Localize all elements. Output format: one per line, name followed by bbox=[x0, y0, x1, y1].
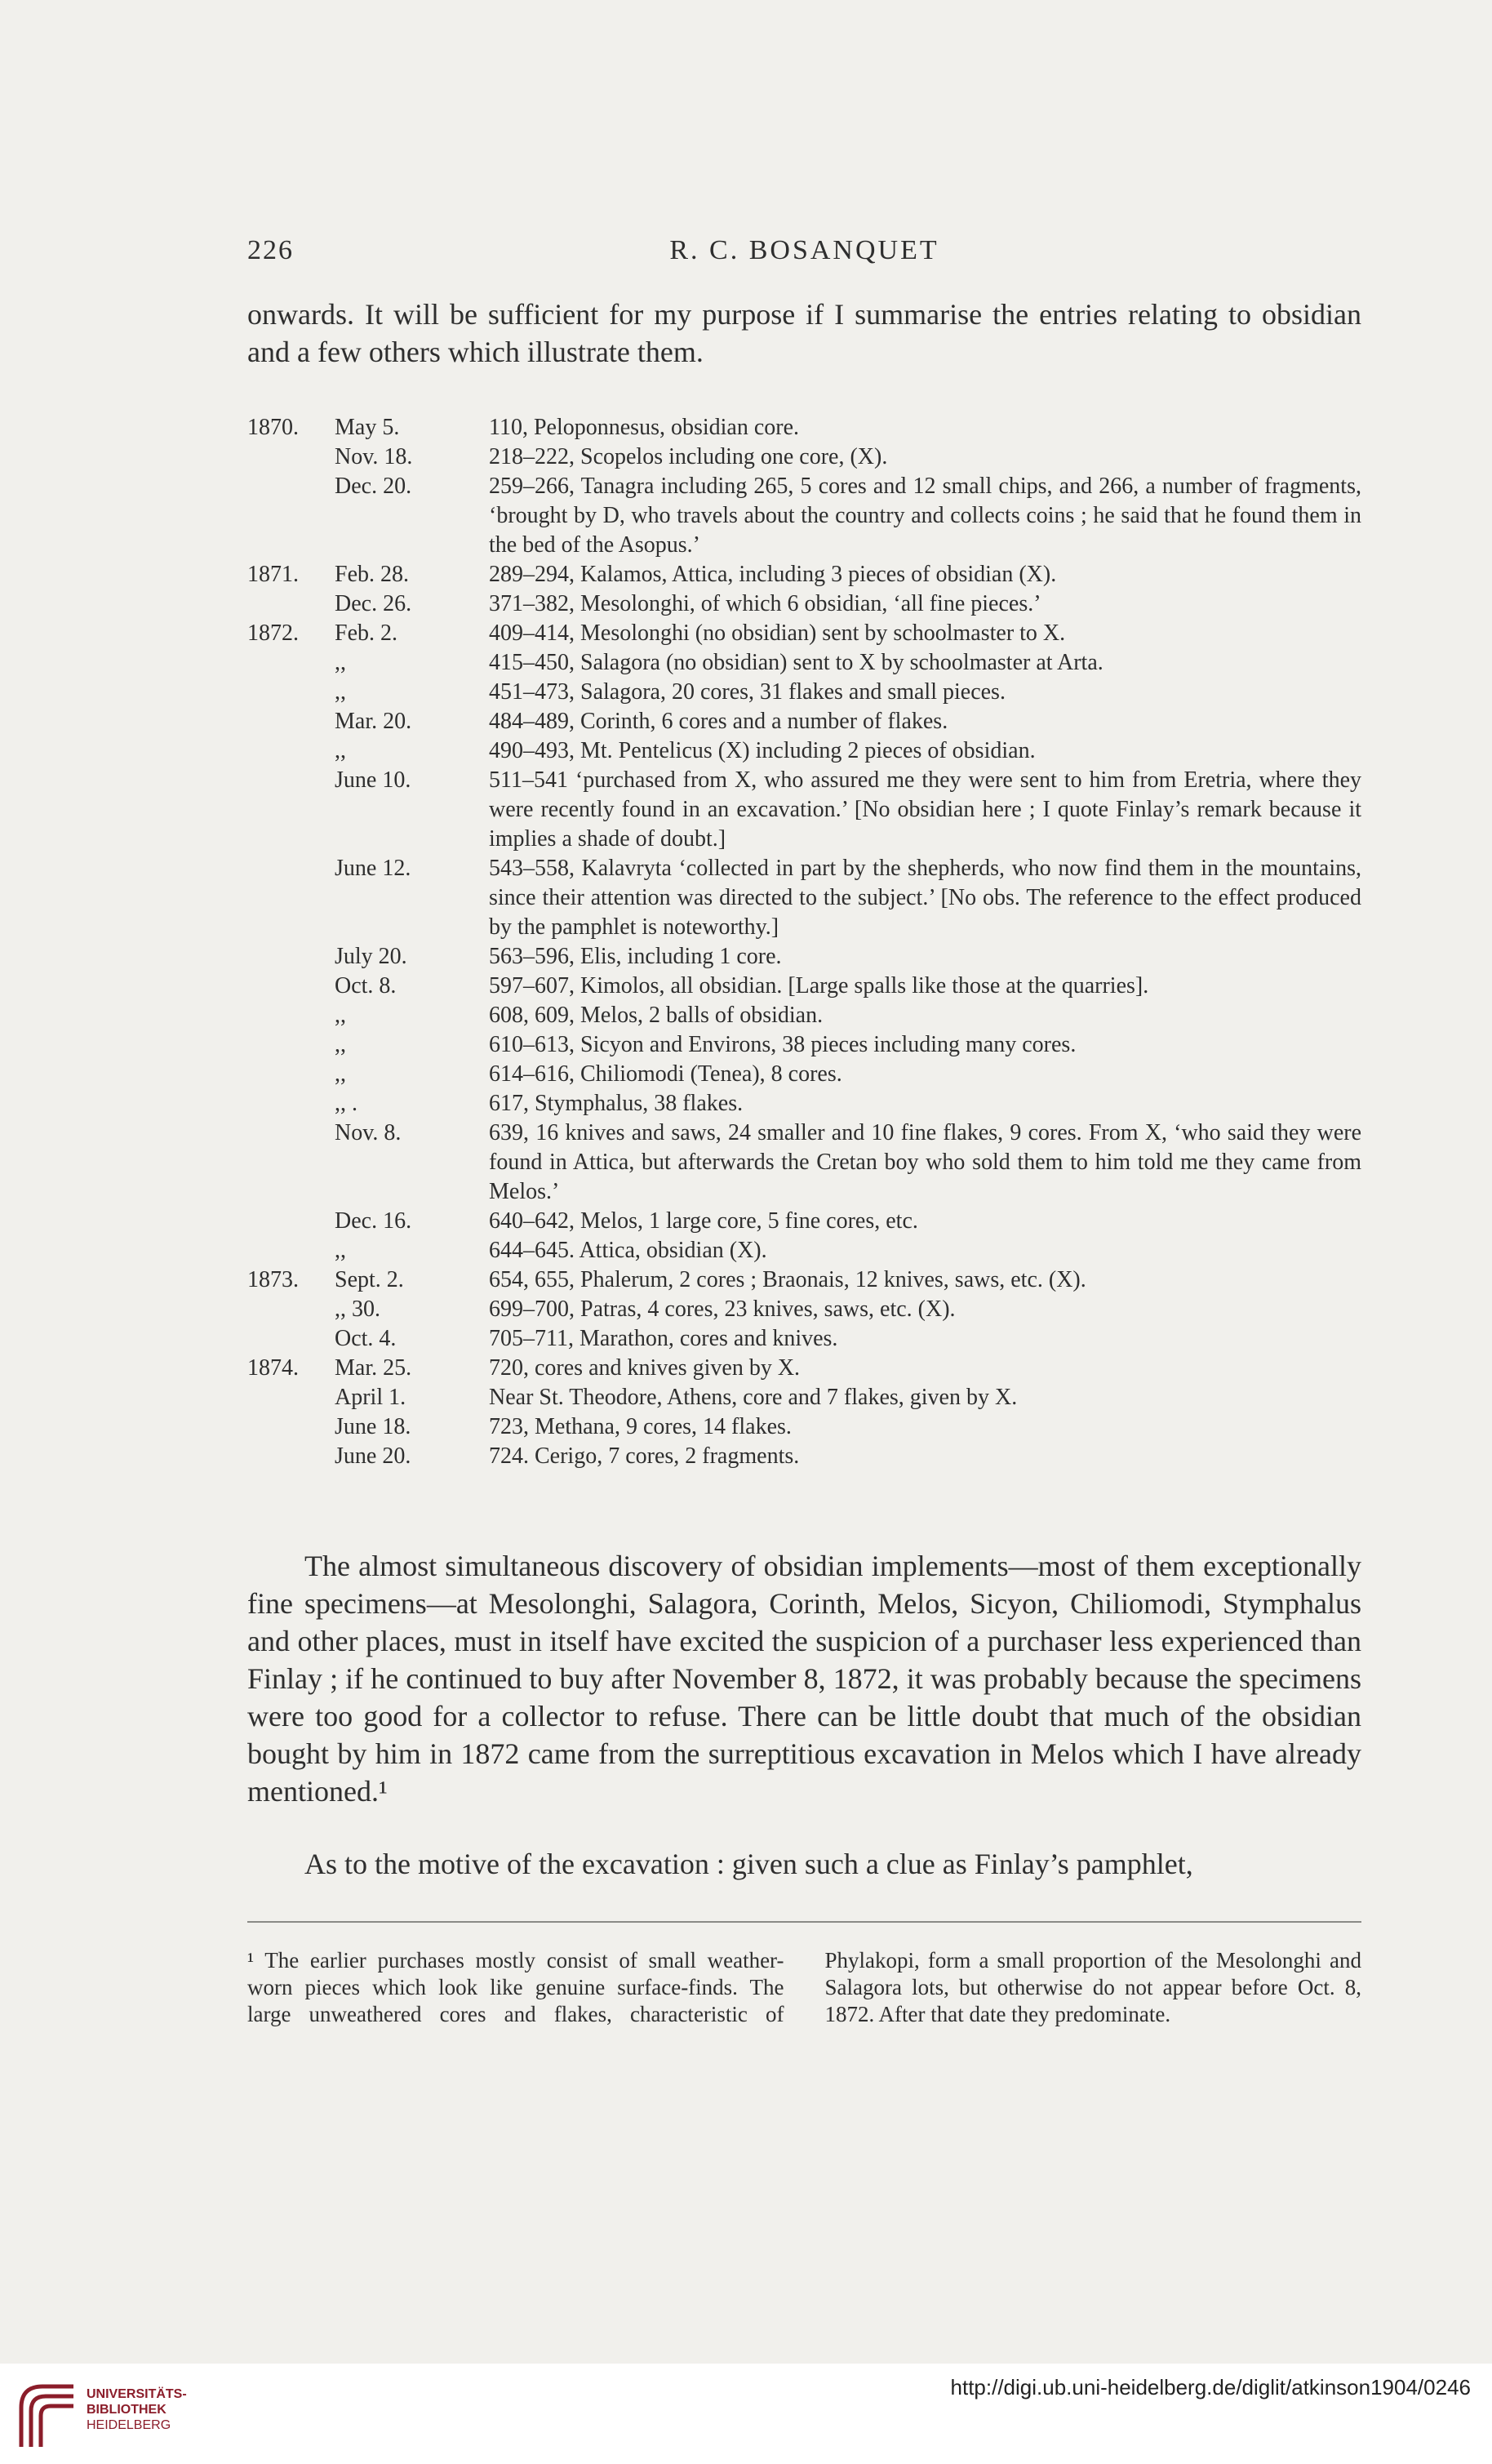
entry-row bbox=[247, 648, 1361, 678]
entry-date: ,, bbox=[335, 679, 346, 705]
entry-date: July 20. bbox=[335, 944, 407, 969]
entry-text: 484–489, Corinth, 6 cores and a number of flakes. bbox=[489, 709, 948, 734]
entry-row bbox=[247, 413, 1361, 443]
entry-row bbox=[247, 1060, 1361, 1089]
entry-text: 720, cores and knives given by X. bbox=[489, 1355, 801, 1381]
entry-row bbox=[247, 1265, 1361, 1295]
entry-date: Dec. 20. bbox=[335, 474, 412, 499]
entry-date: Mar. 25. bbox=[335, 1355, 412, 1381]
page-number: 226 bbox=[247, 235, 294, 265]
entry-date: ,, 30. bbox=[335, 1296, 380, 1322]
entry-date: Sept. 2. bbox=[335, 1267, 404, 1292]
entry-row bbox=[247, 942, 1361, 972]
entry-date: Nov. 8. bbox=[335, 1120, 402, 1145]
entry-row bbox=[247, 972, 1361, 1001]
entry-date: ,, bbox=[335, 738, 346, 763]
entry-row bbox=[247, 678, 1361, 707]
entry-date: Dec. 26. bbox=[335, 591, 412, 616]
entry-row bbox=[247, 707, 1361, 736]
entry-text: 451–473, Salagora, 20 cores, 31 flakes and small pieces. bbox=[489, 679, 1006, 705]
entry-text: 699–700, Patras, 4 cores, 23 knives, saws, etc. (X). bbox=[489, 1296, 956, 1322]
entry-text: 614–616, Chiliomodi (Tenea), 8 cores. bbox=[489, 1061, 842, 1087]
entry-row bbox=[247, 1354, 1361, 1383]
entry-row bbox=[247, 1089, 1361, 1119]
page-header bbox=[247, 235, 1361, 274]
entry-row bbox=[247, 1236, 1361, 1265]
entry-row bbox=[247, 560, 1361, 589]
library-footer bbox=[0, 2364, 1492, 2464]
entry-text: 563–596, Elis, including 1 core. bbox=[489, 944, 782, 969]
entry-date: June 10. bbox=[335, 767, 411, 793]
entry-row bbox=[247, 736, 1361, 766]
entry-text: 724. Cerigo, 7 cores, 2 fragments. bbox=[489, 1443, 800, 1469]
intro-paragraph: onwards. It will be sufficient for my purpose if I summarise the entries relating to obsidian and a few others which illustrate them. bbox=[247, 298, 1361, 368]
entry-date: ,, bbox=[335, 650, 346, 675]
entry-year: 1870. bbox=[247, 415, 299, 440]
entry-date: May 5. bbox=[335, 415, 400, 440]
entry-date: June 20. bbox=[335, 1443, 411, 1469]
entry-text: 639, 16 knives and saws, 24 smaller and 10 fine flakes, 9 cores. From X, ‘who said they were found in Attica, but afterwards the Cretan boy who sold them to him told me they came from Melos.’ bbox=[489, 1120, 1361, 1204]
entry-text: 723, Methana, 9 cores, 14 flakes. bbox=[489, 1414, 792, 1439]
entry-text: 610–613, Sicyon and Environs, 38 pieces including many cores. bbox=[489, 1032, 1077, 1057]
body-paragraph-1: The almost simultaneous discovery of obsidian implements—most of them exceptionally fine specimens—at Mesolonghi, Salagora, Corinth, Melos, Sicyon, Chiliomodi, Stymphalus and other places, must in itself have excited the suspicion of a purchaser less experienced than Finlay ; if he continued to buy after November 8, 1872, it was probably because the specimens were too good for a collector to refuse. There can be little doubt that much of the obsidian bought by him in 1872 came from the surreptitious excavation in Melos which I have already mentioned.¹ bbox=[247, 1550, 1361, 1808]
entry-row bbox=[247, 1442, 1361, 1471]
entry-row bbox=[247, 766, 1361, 854]
entry-row bbox=[247, 854, 1361, 942]
entry-year: 1871. bbox=[247, 562, 299, 587]
entries-list bbox=[247, 413, 1361, 1471]
entry-row bbox=[247, 1119, 1361, 1207]
entry-text: Near St. Theodore, Athens, core and 7 flakes, given by X. bbox=[489, 1385, 1018, 1410]
body-paragraph-2: As to the motive of the excavation : given such a clue as Finlay’s pamphlet, bbox=[304, 1848, 1193, 1880]
entry-row bbox=[247, 1324, 1361, 1354]
entry-text: 110, Peloponnesus, obsidian core. bbox=[489, 415, 800, 440]
footnote-rule bbox=[247, 1921, 1361, 1923]
entry-row bbox=[247, 1207, 1361, 1236]
entry-date: Mar. 20. bbox=[335, 709, 412, 734]
entry-date: ,, . bbox=[335, 1091, 357, 1116]
entry-year: 1872. bbox=[247, 620, 299, 646]
entry-date: ,, bbox=[335, 1003, 346, 1028]
entry-date: April 1. bbox=[335, 1385, 406, 1410]
entry-text: 409–414, Mesolonghi (no obsidian) sent by schoolmaster to X. bbox=[489, 620, 1066, 646]
entry-text: 608, 609, Melos, 2 balls of obsidian. bbox=[489, 1003, 824, 1028]
entry-date: June 18. bbox=[335, 1414, 411, 1439]
entry-row bbox=[247, 1383, 1361, 1412]
running-head: R. C. BOSANQUET bbox=[669, 235, 939, 265]
institution-line: UNIVERSITÄTS- bbox=[87, 2387, 187, 2401]
entry-text: 371–382, Mesolonghi, of which 6 obsidian, ‘all fine pieces.’ bbox=[489, 591, 1041, 616]
entry-date: Dec. 16. bbox=[335, 1208, 412, 1234]
institution-line: BIBLIOTHEK bbox=[87, 2403, 167, 2417]
entry-row bbox=[247, 472, 1361, 560]
entry-text: 415–450, Salagora (no obsidian) sent to X by schoolmaster at Arta. bbox=[489, 650, 1103, 675]
source-url-link[interactable]: http://digi.ub.uni-heidelberg.de/diglit/atkinson1904/0246 bbox=[950, 2375, 1471, 2400]
library-logo-icon bbox=[15, 2378, 77, 2448]
entry-row bbox=[247, 1412, 1361, 1442]
entry-date: ,, bbox=[335, 1238, 346, 1263]
entry-text: 617, Stymphalus, 38 flakes. bbox=[489, 1091, 744, 1116]
entry-row bbox=[247, 619, 1361, 648]
entry-text: 543–558, Kalavryta ‘collected in part by the shepherds, who now find them in the mountains, since their attention was directed to the subject.’ [No obs. The reference to the effect produced by the pamphlet is noteworthy.] bbox=[489, 856, 1361, 940]
entry-year: 1874. bbox=[247, 1355, 299, 1381]
entry-text: 511–541 ‘purchased from X, who assured me they were sent to him from Eretria, where they were recently found in an excavation.’ [No obsidian here ; I quote Finlay’s remark because it implies a shade of doubt.] bbox=[489, 767, 1361, 852]
entry-text: 218–222, Scopelos including one core, (X). bbox=[489, 444, 888, 469]
entry-date: ,, bbox=[335, 1061, 346, 1087]
entry-text: 490–493, Mt. Pentelicus (X) including 2 pieces of obsidian. bbox=[489, 738, 1036, 763]
entry-row bbox=[247, 1001, 1361, 1030]
entry-date: Oct. 8. bbox=[335, 973, 397, 998]
entry-text: 644–645. Attica, obsidian (X). bbox=[489, 1238, 767, 1263]
entry-date: Nov. 18. bbox=[335, 444, 413, 469]
entry-year: 1873. bbox=[247, 1267, 299, 1292]
entry-text: 705–711, Marathon, cores and knives. bbox=[489, 1326, 838, 1351]
entry-text: 640–642, Melos, 1 large core, 5 fine cores, etc. bbox=[489, 1208, 918, 1234]
entry-text: 597–607, Kimolos, all obsidian. [Large spalls like those at the quarries]. bbox=[489, 973, 1149, 998]
entry-row bbox=[247, 1295, 1361, 1324]
entry-row bbox=[247, 1030, 1361, 1060]
entry-date: Feb. 2. bbox=[335, 620, 397, 646]
entry-date: ,, bbox=[335, 1032, 346, 1057]
footnote: ¹ The earlier purchases mostly consist of small weather-worn pieces which look like genuine surface-finds. The large unweathered cores and flakes, characteristic of Phylakopi, form a small proportion of the Mesolonghi and Salagora lots, but otherwise do not appear before Oct. 8, 1872. After that date they predominate. bbox=[247, 1948, 1361, 2026]
institution-line: HEIDELBERG bbox=[87, 2418, 171, 2432]
entry-text: 259–266, Tanagra including 265, 5 cores and 12 small chips, and 266, a number of fragments, ‘brought by D, who travels about the country and collects coins ; he said that he found them in the bed of the Asopus.’ bbox=[489, 474, 1361, 558]
entry-row bbox=[247, 443, 1361, 472]
entry-text: 289–294, Kalamos, Attica, including 3 pieces of obsidian (X). bbox=[489, 562, 1057, 587]
entry-date: Oct. 4. bbox=[335, 1326, 397, 1351]
institution-name bbox=[87, 2386, 187, 2433]
entry-date: Feb. 28. bbox=[335, 562, 409, 587]
entry-row bbox=[247, 589, 1361, 619]
entry-date: June 12. bbox=[335, 856, 411, 881]
entry-text: 654, 655, Phalerum, 2 cores ; Braonais, 12 knives, saws, etc. (X). bbox=[489, 1267, 1086, 1292]
